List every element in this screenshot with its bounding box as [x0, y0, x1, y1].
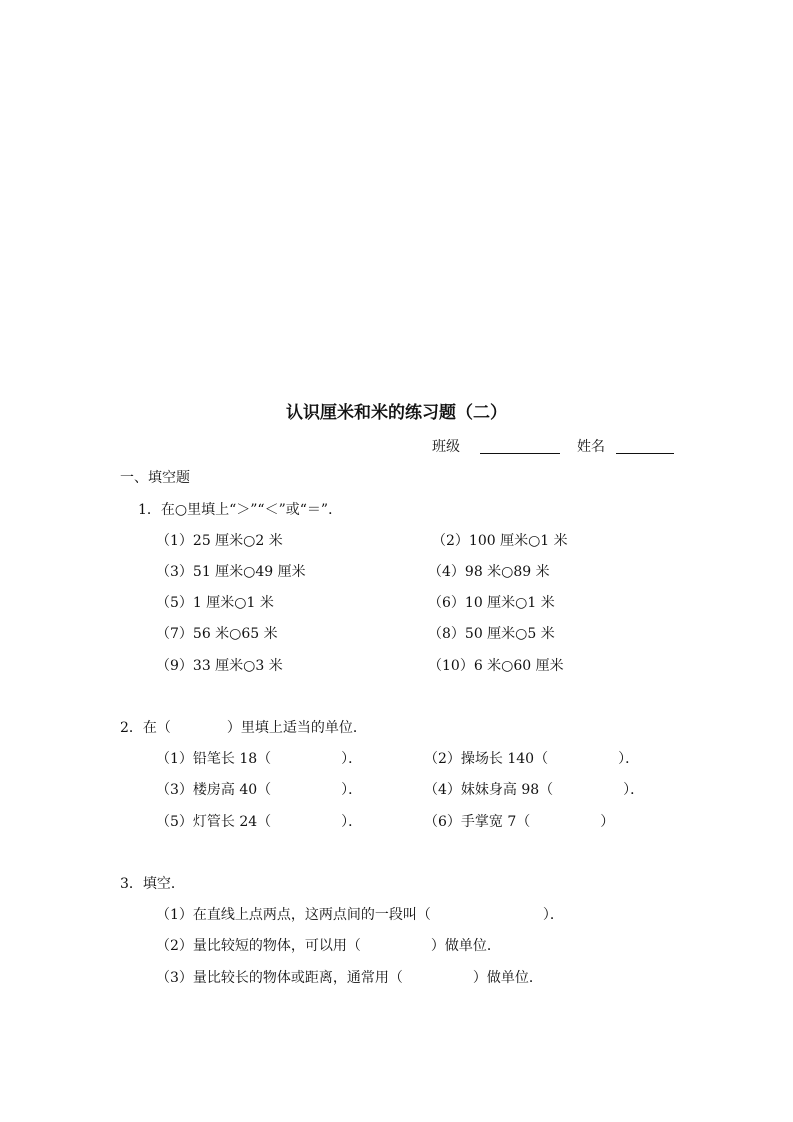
q2-item-4: （4）妹妹身高 98（ ）．	[424, 782, 645, 798]
q1-item-10: （10）6 米○60 厘米	[428, 658, 564, 674]
q1-item-9: （9）33 厘米○3 米	[156, 658, 283, 674]
class-blank[interactable]	[480, 453, 560, 454]
class-label: 班级	[432, 439, 460, 455]
q2-prompt: 2．在（ ）里填上适当的单位．	[120, 720, 367, 736]
q3-item-3: （3）量比较长的物体或距离，通常用（ ）做单位．	[156, 970, 543, 986]
q2-item-2: （2）操场长 140（ ）．	[424, 751, 640, 767]
name-label: 姓名	[577, 439, 605, 455]
q3-item-1: （1）在直线上点两点，这两点间的一段叫（ ）．	[156, 907, 564, 923]
q2-item-1: （1）铅笔长 18（ ）．	[156, 751, 363, 767]
name-blank[interactable]	[616, 453, 674, 454]
q2-item-5: （5）灯管长 24（ ）．	[156, 814, 363, 830]
section-heading: 一、填空题	[120, 470, 190, 486]
q1-item-2: （2）100 厘米○1 米	[432, 533, 568, 549]
q3-prompt: 3．填空．	[120, 876, 185, 892]
q2-item-6: （6）手掌宽 7（ ）	[424, 814, 615, 830]
q1-item-1: （1）25 厘米○2 米	[156, 533, 283, 549]
page-title: 认识厘米和米的练习题（二）	[286, 403, 507, 423]
q1-item-7: （7）56 米○65 米	[156, 626, 278, 642]
q1-item-4: （4）98 米○89 米	[428, 564, 550, 580]
q3-item-2: （2）量比较短的物体，可以用（ ）做单位．	[156, 938, 501, 954]
q2-item-3: （3）楼房高 40（ ）．	[156, 782, 363, 798]
q1-prompt: 1．在○里填上“＞”“＜”或“＝”．	[138, 502, 343, 518]
q1-item-8: （8）50 厘米○5 米	[428, 626, 555, 642]
q1-item-6: （6）10 厘米○1 米	[428, 595, 555, 611]
q1-item-5: （5）1 厘米○1 米	[156, 595, 274, 611]
q1-item-3: （3）51 厘米○49 厘米	[156, 564, 306, 580]
